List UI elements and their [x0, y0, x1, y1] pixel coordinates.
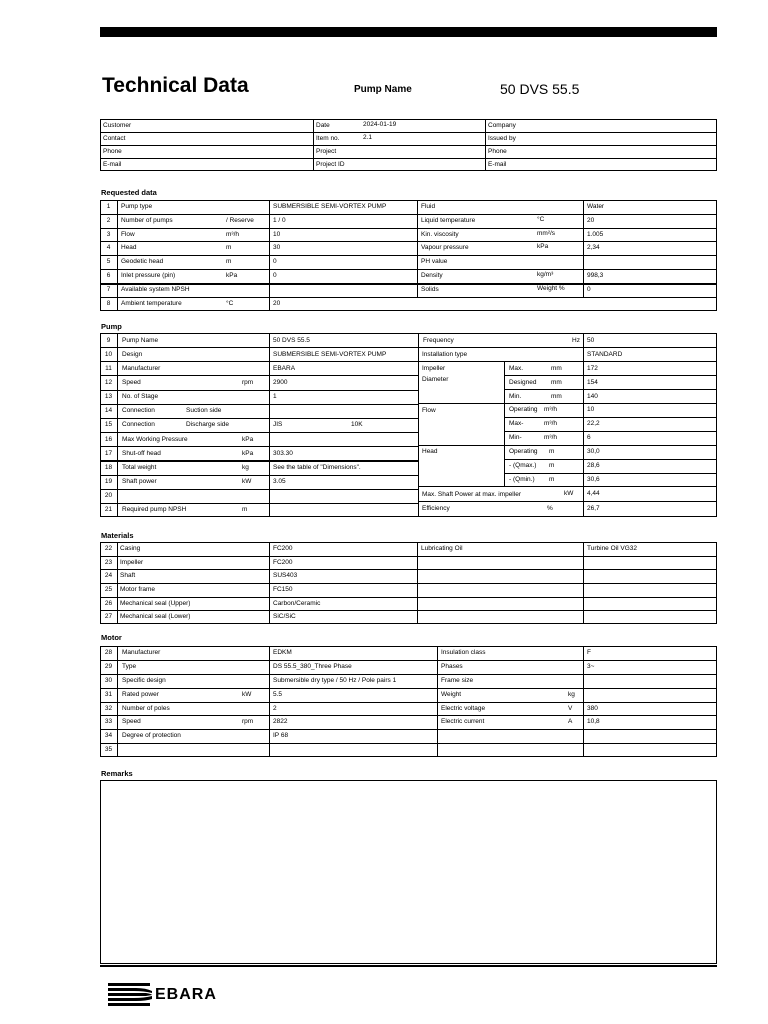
field-label: Lubricating Oil	[421, 545, 463, 552]
top-bar	[100, 27, 717, 37]
field-value: 0	[273, 258, 277, 266]
field-value: 20	[587, 216, 595, 224]
field-label: Motor frame	[120, 586, 156, 593]
field-value: 3.05	[273, 478, 286, 485]
row-number: 24	[104, 572, 113, 580]
row-number: 8	[106, 299, 111, 307]
field-value: EDKM	[273, 649, 292, 656]
customer-field-label: Phone	[488, 148, 507, 155]
field-label: Vapour pressure	[421, 244, 469, 252]
field-label: Speed	[122, 378, 141, 386]
field-value: EBARA	[273, 364, 296, 372]
field-value: 10K	[351, 421, 363, 429]
field-label: Number of pumps	[121, 216, 173, 224]
field-label: Min.	[509, 393, 522, 400]
field-value: 28,6	[587, 462, 600, 469]
customer-field-label: Issued by	[488, 135, 516, 142]
field-value: 0	[273, 272, 277, 279]
customer-field-value: 2.1	[363, 134, 373, 141]
field-sublabel: Suction side	[186, 407, 222, 415]
field-label: Total weight	[122, 463, 157, 471]
field-label: Kin. viscosity	[421, 230, 459, 238]
field-label: Head	[422, 448, 438, 455]
field-value: 10,8	[587, 718, 600, 726]
row-number: 9	[106, 336, 111, 344]
field-value: DS 55.5_380_Three Phase	[273, 662, 352, 670]
field-label: Degree of protection	[122, 732, 181, 740]
field-label: Max Working Pressure	[122, 435, 188, 443]
field-unit: V	[568, 704, 573, 712]
field-unit: kPa	[242, 449, 254, 457]
field-label: PH value	[421, 258, 448, 266]
field-value: 1	[273, 393, 277, 401]
field-label: Density	[421, 272, 443, 279]
field-unit: Weight %	[537, 284, 565, 292]
field-label: Shut-off head	[122, 449, 161, 457]
row-number: 12	[104, 378, 113, 386]
row-number: 30	[104, 676, 113, 684]
field-value: FC200	[273, 558, 293, 566]
field-value: 2,34	[587, 244, 600, 252]
footer-line	[100, 965, 717, 967]
field-label: Manufacturer	[122, 364, 161, 372]
field-label: Geodetic head	[121, 258, 164, 266]
field-value: 5.5	[273, 690, 283, 698]
field-unit: mm	[551, 365, 562, 372]
field-label: Max.	[509, 365, 524, 372]
field-value: 1 / 0	[273, 216, 286, 224]
field-label: Inlet pressure (pin)	[121, 272, 176, 279]
pump-name-label: Pump Name	[354, 84, 412, 95]
row-number: 35	[104, 746, 113, 754]
field-value: 2900	[273, 378, 288, 386]
row-number: 14	[104, 407, 113, 415]
field-value: 26,7	[587, 505, 600, 512]
row-number: 3	[106, 230, 111, 238]
row-number: 16	[104, 435, 113, 443]
field-value: SUBMERSIBLE SEMI-VORTEX PUMP	[273, 203, 387, 210]
field-label: Designed	[509, 379, 537, 386]
field-unit: kW	[242, 690, 252, 698]
field-value: 30,6	[587, 476, 600, 483]
field-label: Installation type	[422, 351, 468, 358]
field-unit: kPa	[242, 435, 254, 443]
field-unit: m³/h	[544, 420, 557, 427]
field-label: Speed	[122, 718, 141, 726]
field-label: Specific design	[122, 676, 166, 684]
row-number: 29	[104, 662, 113, 670]
row-number: 7	[106, 285, 111, 293]
section-title-remarks: Remarks	[101, 769, 133, 778]
field-value: 1.005	[587, 230, 604, 238]
section-title-materials: Materials	[101, 531, 134, 540]
row-number: 34	[104, 732, 113, 740]
field-value: FC200	[273, 545, 293, 552]
field-label: Mechanical seal (Lower)	[120, 613, 191, 621]
field-value: 3~	[587, 662, 595, 670]
customer-field-label: Date	[316, 122, 330, 129]
field-value: 998,3	[587, 272, 604, 279]
field-unit: m	[226, 258, 232, 266]
field-value: 2822	[273, 718, 288, 726]
field-label: Shaft	[120, 572, 136, 580]
field-label: Fluid	[421, 203, 436, 210]
field-value: 4,44	[587, 490, 600, 497]
field-unit: m³/h	[226, 230, 239, 238]
field-value: 10	[273, 230, 281, 238]
field-value: Carbon/Ceramic	[273, 599, 321, 607]
field-label: Max-	[509, 420, 524, 427]
field-label: No. of Stage	[122, 393, 159, 401]
field-label: Rated power	[122, 690, 159, 698]
field-label: Efficiency	[422, 505, 450, 512]
field-label: Connection	[122, 407, 155, 415]
field-label: Flow	[121, 230, 135, 238]
field-value: SUBMERSIBLE SEMI-VORTEX PUMP	[273, 350, 387, 358]
field-value: JIS	[273, 421, 283, 429]
row-number: 13	[104, 393, 113, 401]
field-value: Submersible dry type / 50 Hz / Pole pairs 1	[273, 676, 397, 684]
field-value: SUS403	[273, 572, 298, 580]
row-number: 2	[106, 216, 111, 224]
field-label: Electric voltage	[441, 704, 486, 712]
field-value: 6	[587, 434, 591, 441]
row-number: 15	[104, 421, 113, 429]
row-number: 28	[104, 649, 113, 656]
field-unit: rpm	[242, 718, 254, 726]
field-value: 380	[587, 704, 598, 712]
field-value: 303.30	[273, 449, 293, 457]
customer-field-label: Project ID	[316, 161, 345, 168]
row-number: 26	[104, 599, 113, 607]
field-label: Head	[121, 244, 137, 252]
field-value: 10	[587, 406, 595, 413]
field-unit: m	[242, 506, 248, 514]
row-number: 6	[106, 272, 111, 279]
row-number: 32	[104, 704, 113, 712]
customer-field-label: E-mail	[488, 161, 507, 168]
field-unit: kPa	[226, 272, 238, 279]
field-label: Diameter	[422, 376, 449, 383]
field-value: 0	[587, 285, 591, 293]
field-label: Electric current	[441, 718, 485, 726]
field-value: IP 68	[273, 732, 289, 740]
row-number: 21	[104, 506, 113, 514]
field-label: Operating	[509, 448, 538, 455]
row-number: 20	[104, 492, 113, 500]
field-value: Water	[587, 203, 605, 210]
customer-field-label: Contact	[103, 135, 126, 142]
field-label: Impeller	[120, 558, 144, 566]
field-unit: / Reserve	[226, 216, 254, 224]
field-value: 154	[587, 379, 598, 386]
field-label: Manufacturer	[122, 649, 161, 656]
pump-name-value: 50 DVS 55.5	[500, 81, 580, 97]
field-label: Min-	[509, 434, 522, 441]
field-label: Operating	[509, 406, 538, 413]
field-label: Insulation class	[441, 649, 486, 656]
field-label: Pump type	[121, 203, 153, 210]
section-title-pump: Pump	[101, 322, 122, 331]
field-unit: kW	[564, 490, 574, 497]
field-label: Mechanical seal (Upper)	[120, 599, 191, 607]
row-number: 5	[106, 258, 111, 266]
field-value: 140	[587, 393, 598, 400]
field-label: Phases	[441, 662, 463, 670]
field-unit: rpm	[242, 378, 254, 386]
remarks-box[interactable]	[100, 780, 717, 964]
customer-field-label: Item no.	[316, 135, 340, 142]
field-unit: Hz	[572, 337, 580, 344]
row-number: 1	[106, 203, 111, 210]
field-sublabel: Discharge side	[186, 421, 229, 429]
field-value: F	[587, 649, 591, 656]
field-value: See the table of "Dimensions".	[273, 463, 361, 471]
field-unit: m³/h	[544, 406, 557, 413]
field-unit: °C	[537, 215, 545, 223]
field-label: - (Qmax.)	[509, 462, 537, 469]
row-number: 27	[104, 613, 113, 621]
field-label: Impeller	[422, 365, 446, 372]
field-label: Frame size	[441, 676, 474, 684]
field-label: Required pump NPSH	[122, 506, 187, 514]
field-value: 50	[587, 337, 595, 344]
page-title: Technical Data	[102, 74, 249, 97]
field-label: Design	[122, 350, 143, 358]
field-value: 2	[273, 704, 277, 712]
customer-field-label: Phone	[103, 148, 122, 155]
row-number: 23	[104, 558, 113, 566]
field-value: 50 DVS 55.5	[273, 336, 310, 344]
field-unit: %	[547, 505, 553, 512]
field-label: Pump Name	[122, 336, 159, 344]
row-number: 31	[104, 690, 113, 698]
field-label: Solids	[421, 285, 439, 293]
field-value: 20	[273, 299, 281, 307]
section-title-motor: Motor	[101, 633, 122, 642]
customer-field-label: Customer	[103, 122, 132, 129]
field-unit: kg	[568, 690, 575, 698]
row-number: 10	[104, 350, 113, 358]
field-label: Casing	[120, 545, 141, 552]
field-unit: m	[549, 462, 555, 469]
field-unit: kW	[242, 478, 252, 485]
field-value: 172	[587, 365, 598, 372]
field-value: Turbine Oil VG32	[587, 545, 637, 552]
field-value: SiC/SiC	[273, 613, 296, 621]
field-unit: m	[549, 476, 555, 483]
row-number: 22	[104, 545, 113, 552]
customer-field-label: Project	[316, 148, 337, 155]
field-label: Available system NPSH	[121, 285, 190, 293]
customer-field-label: Company	[488, 122, 516, 129]
row-number: 4	[106, 244, 111, 252]
field-value: STANDARD	[587, 351, 623, 358]
field-unit: kg	[242, 463, 249, 471]
field-label: - (Qmin.)	[509, 476, 535, 483]
field-value: 30,0	[587, 448, 600, 455]
field-label: Frequency	[423, 337, 454, 344]
field-value: 22,2	[587, 420, 600, 427]
field-label: Connection	[122, 421, 155, 429]
field-unit: kPa	[537, 243, 549, 251]
field-label: Shaft power	[122, 478, 157, 485]
customer-field-value: 2024-01-19	[363, 121, 397, 128]
section-title-requested: Requested data	[101, 188, 157, 197]
row-number: 25	[104, 586, 113, 593]
customer-field-label: E-mail	[103, 161, 122, 168]
field-unit: kg/m³	[537, 271, 554, 278]
row-number: 19	[104, 478, 113, 485]
row-number: 18	[104, 463, 113, 471]
field-label: Type	[122, 662, 137, 670]
field-label: Liquid temperature	[421, 216, 476, 224]
field-label: Flow	[422, 407, 436, 414]
field-unit: m	[226, 244, 232, 252]
field-unit: A	[568, 718, 573, 726]
field-label: Max. Shaft Power at max. impeller	[422, 491, 521, 498]
field-label: Weight	[441, 690, 462, 698]
field-unit: mm²/s	[537, 229, 556, 237]
field-unit: mm	[551, 379, 562, 386]
field-unit: m³/h	[544, 434, 557, 441]
field-value: 30	[273, 244, 281, 252]
field-value: FC150	[273, 586, 293, 593]
field-unit: mm	[551, 393, 562, 400]
field-unit: m	[549, 448, 555, 455]
row-number: 17	[104, 449, 113, 457]
logo-text: EBARA	[155, 986, 217, 1003]
field-unit: °C	[226, 299, 234, 307]
field-label: Ambient temperature	[121, 299, 182, 307]
field-label: Number of poles	[122, 704, 170, 712]
row-number: 33	[104, 718, 113, 726]
row-number: 11	[105, 364, 112, 372]
